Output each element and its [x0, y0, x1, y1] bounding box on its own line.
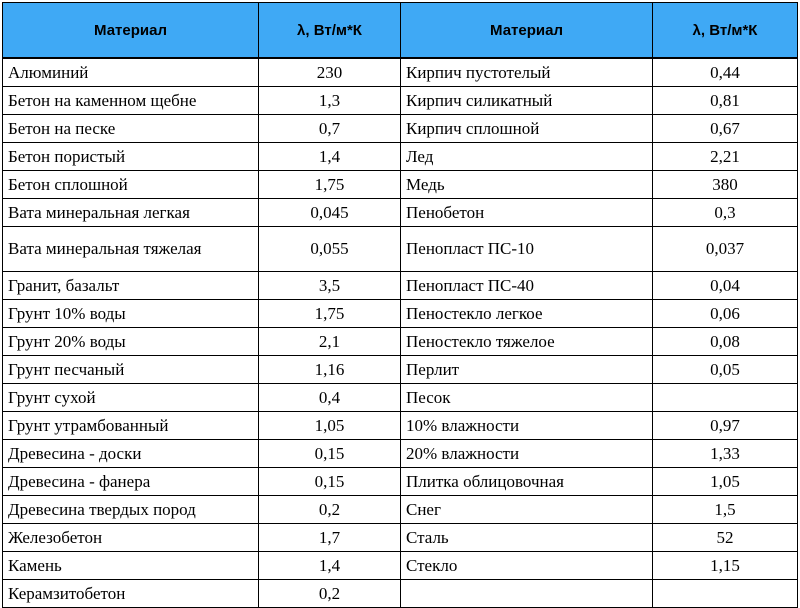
material-name-cell: Пенобетон [401, 199, 653, 227]
table-row [3, 468, 798, 496]
conductivity-value-cell: 1,5 [653, 496, 798, 524]
conductivity-value-cell: 1,05 [259, 412, 401, 440]
material-name-cell: Кирпич пустотелый [401, 58, 653, 87]
conductivity-value-cell: 0,037 [653, 227, 798, 272]
conductivity-value-cell [653, 580, 798, 608]
material-name-cell: Алюминий [3, 58, 259, 87]
table-row [3, 524, 798, 552]
conductivity-value-cell: 380 [653, 171, 798, 199]
material-name-cell: Плитка облицовочная [401, 468, 653, 496]
material-name-cell: Бетон сплошной [3, 171, 259, 199]
material-name-cell: Железобетон [3, 524, 259, 552]
conductivity-value-cell: 0,7 [259, 115, 401, 143]
table-row [3, 199, 798, 227]
table-row [3, 143, 798, 171]
conductivity-value-cell: 1,15 [653, 552, 798, 580]
material-name-cell: Древесина - доски [3, 440, 259, 468]
material-name-cell: Кирпич сплошной [401, 115, 653, 143]
material-name-cell: Грунт песчаный [3, 356, 259, 384]
conductivity-value-cell: 0,04 [653, 272, 798, 300]
material-name-cell: Бетон пористый [3, 143, 259, 171]
material-name-cell: 20% влажности [401, 440, 653, 468]
material-name-cell: Пенопласт ПС-10 [401, 227, 653, 272]
header-lambda-left: λ, Вт/м*К [259, 3, 401, 59]
header-material-right: Материал [401, 3, 653, 59]
material-name-cell: Грунт утрамбованный [3, 412, 259, 440]
table-row [3, 580, 798, 608]
table-row [3, 272, 798, 300]
table-row [3, 300, 798, 328]
material-name-cell: Гранит, базальт [3, 272, 259, 300]
material-name-cell: Стекло [401, 552, 653, 580]
table-row [3, 115, 798, 143]
table-row [3, 552, 798, 580]
material-name-cell: Снег [401, 496, 653, 524]
table-body [3, 58, 798, 608]
table-header-row [3, 3, 798, 59]
material-name-cell: Вата минеральная тяжелая [3, 227, 259, 272]
conductivity-value-cell: 0,05 [653, 356, 798, 384]
conductivity-value-cell: 3,5 [259, 272, 401, 300]
material-name-cell: Камень [3, 552, 259, 580]
conductivity-value-cell: 0,2 [259, 580, 401, 608]
material-name-cell: Медь [401, 171, 653, 199]
material-name-cell: Лед [401, 143, 653, 171]
material-name-cell: 10% влажности [401, 412, 653, 440]
conductivity-value-cell: 1,75 [259, 171, 401, 199]
material-name-cell: Древесина - фанера [3, 468, 259, 496]
material-name-cell: Вата минеральная легкая [3, 199, 259, 227]
conductivity-value-cell: 0,2 [259, 496, 401, 524]
conductivity-value-cell: 1,4 [259, 143, 401, 171]
conductivity-value-cell: 0,4 [259, 384, 401, 412]
header-lambda-right: λ, Вт/м*К [653, 3, 798, 59]
table-row [3, 496, 798, 524]
conductivity-value-cell: 2,1 [259, 328, 401, 356]
conductivity-value-cell: 0,44 [653, 58, 798, 87]
conductivity-value-cell: 0,3 [653, 199, 798, 227]
header-material-left: Материал [3, 3, 259, 59]
material-name-cell: Сталь [401, 524, 653, 552]
table-row [3, 384, 798, 412]
conductivity-value-cell: 0,08 [653, 328, 798, 356]
table-row [3, 87, 798, 115]
material-name-cell: Грунт 20% воды [3, 328, 259, 356]
material-name-cell: Пеностекло тяжелое [401, 328, 653, 356]
conductivity-value-cell: 0,81 [653, 87, 798, 115]
table-row [3, 227, 798, 272]
table-row [3, 440, 798, 468]
conductivity-value-cell: 1,75 [259, 300, 401, 328]
material-name-cell: Керамзитобетон [3, 580, 259, 608]
material-name-cell: Грунт 10% воды [3, 300, 259, 328]
conductivity-value-cell: 1,3 [259, 87, 401, 115]
material-name-cell: Грунт сухой [3, 384, 259, 412]
conductivity-value-cell: 52 [653, 524, 798, 552]
table-row [3, 356, 798, 384]
material-name-cell: Кирпич силикатный [401, 87, 653, 115]
conductivity-value-cell: 2,21 [653, 143, 798, 171]
conductivity-value-cell: 1,05 [653, 468, 798, 496]
material-name-cell: Перлит [401, 356, 653, 384]
conductivity-value-cell: 1,16 [259, 356, 401, 384]
material-name-cell: Бетон на песке [3, 115, 259, 143]
material-name-cell: Бетон на каменном щебне [3, 87, 259, 115]
conductivity-value-cell: 0,15 [259, 440, 401, 468]
material-name-cell: Пеностекло легкое [401, 300, 653, 328]
table-row [3, 171, 798, 199]
conductivity-value-cell: 230 [259, 58, 401, 87]
conductivity-value-cell: 1,7 [259, 524, 401, 552]
conductivity-value-cell: 0,97 [653, 412, 798, 440]
table-row [3, 328, 798, 356]
conductivity-value-cell: 1,33 [653, 440, 798, 468]
conductivity-value-cell [653, 384, 798, 412]
conductivity-value-cell: 0,67 [653, 115, 798, 143]
conductivity-value-cell: 0,15 [259, 468, 401, 496]
conductivity-value-cell: 0,06 [653, 300, 798, 328]
material-name-cell: Древесина твердых пород [3, 496, 259, 524]
conductivity-value-cell: 1,4 [259, 552, 401, 580]
material-name-cell: Песок [401, 384, 653, 412]
material-name-cell [401, 580, 653, 608]
conductivity-value-cell: 0,045 [259, 199, 401, 227]
table-row [3, 58, 798, 87]
conductivity-value-cell: 0,055 [259, 227, 401, 272]
material-name-cell: Пенопласт ПС-40 [401, 272, 653, 300]
table-row [3, 412, 798, 440]
thermal-conductivity-table [2, 2, 798, 608]
